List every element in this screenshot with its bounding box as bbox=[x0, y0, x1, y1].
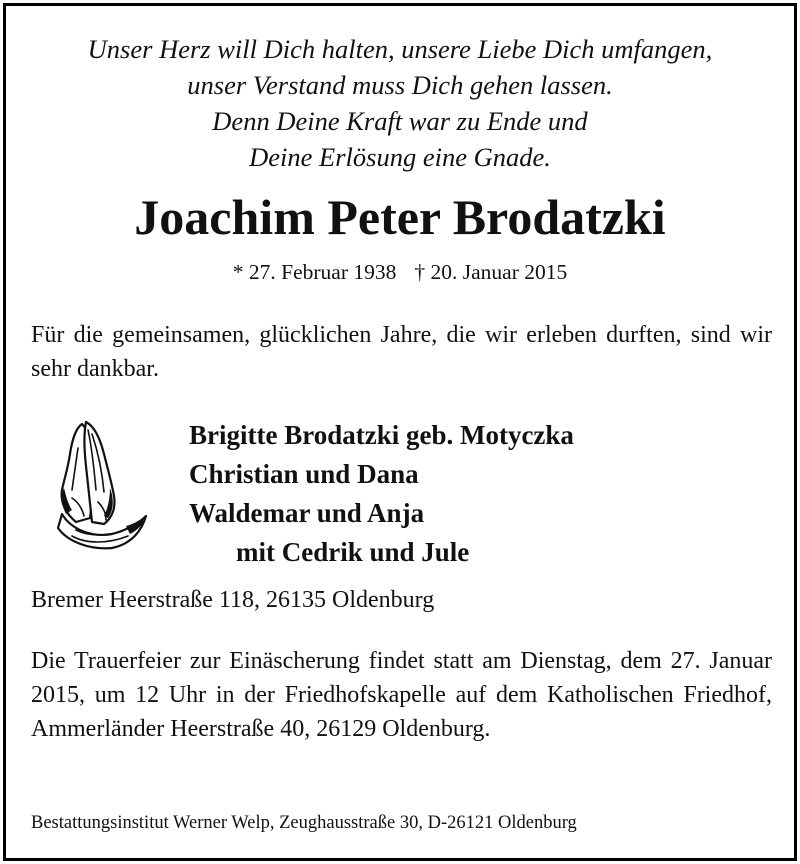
verse-line: Denn Deine Kraft war zu Ende und bbox=[212, 106, 588, 136]
thanks-text: Für die gemeinsamen, glücklichen Jahre, die wir erleben durften, sind wir sehr dankbar. bbox=[31, 322, 772, 382]
service-details: Die Trauerfeier zur Einäscherung findet statt am Dienstag, dem 27. Januar 2015, um 12 Uhr in der Friedhofskapelle auf dem Katholischen Friedhof, Ammerländer Heerstraße 40, 26129 Oldenburg. bbox=[31, 648, 772, 742]
birth-date: * 27. Februar 1938 bbox=[232, 260, 397, 284]
praying-hands-icon bbox=[42, 418, 150, 550]
verse-line: Deine Erlösung eine Gnade. bbox=[249, 142, 551, 172]
funeral-home-footer: Bestattungsinstitut Werner Welp, Zeughausstraße 30, D-26121 Oldenburg bbox=[31, 813, 577, 833]
family-line: Brigitte Brodatzki geb. Motyczka bbox=[189, 420, 574, 450]
family-names bbox=[189, 416, 574, 572]
family-address: Bremer Heerstraße 118, 26135 Oldenburg bbox=[31, 587, 435, 613]
verse-line: unser Verstand muss Dich gehen lassen. bbox=[187, 70, 613, 100]
verse-line: Unser Herz will Dich halten, unsere Liebe Dich umfangen, bbox=[87, 34, 713, 64]
deceased-name: Joachim Peter Brodatzki bbox=[134, 189, 666, 245]
family-line: mit Cedrik und Jule bbox=[236, 537, 470, 567]
death-date: † 20. Januar 2015 bbox=[414, 260, 568, 284]
family-line: Christian und Dana bbox=[189, 459, 419, 489]
life-dates bbox=[0, 258, 800, 286]
memorial-verse bbox=[0, 31, 800, 175]
family-line: Waldemar und Anja bbox=[189, 498, 425, 528]
